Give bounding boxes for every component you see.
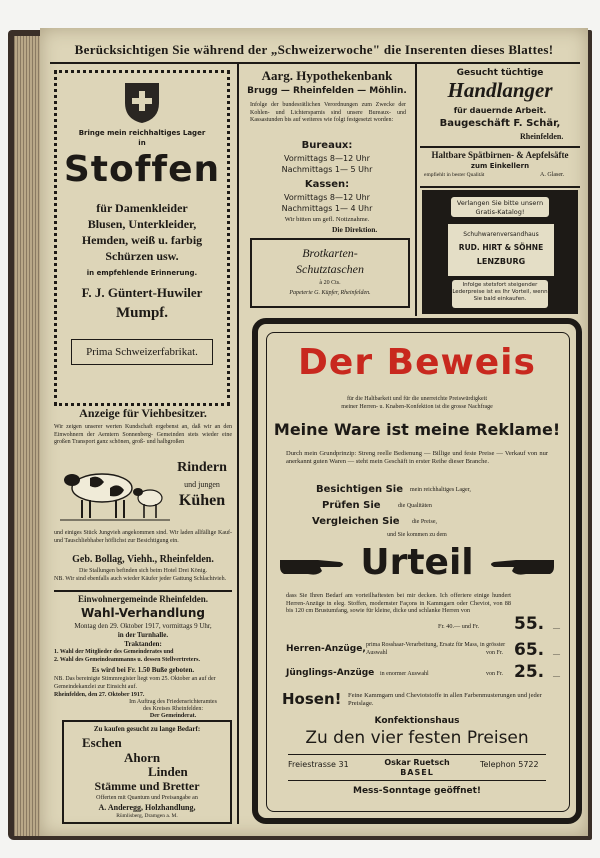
hypo-kassen: Kassen: (304, 179, 350, 190)
price-2: 65. (514, 640, 545, 660)
stoffen-line-3: Hemden, weiß u. farbig (81, 233, 203, 247)
beweis-slogan-2: Zu den vier festen Preisen (305, 728, 529, 748)
hirt-ad (422, 190, 578, 314)
beweis-phone: Telephon 5722 (480, 760, 539, 769)
gemeinde-title: Wahl-Verhandlung (81, 606, 205, 620)
eschen-line-4: Stämme und Bretter (94, 779, 200, 793)
hirt-top: Verlangen Sie bitte unsern Gratis-Katalog! (450, 196, 550, 218)
brot-line-1: Brotkarten- (302, 246, 358, 260)
vieh-rindern: Rindern (177, 460, 227, 475)
brot-shop: Papeterie G. Küpfer, Rheinfelden. (289, 290, 371, 296)
eschen-town: Rümlisberg, Dramgen a. M. (116, 813, 178, 819)
vieh-kuehen: Kühen (178, 492, 226, 509)
gemeinde-line-1: Einwohnergemeinde Rheinfelden. (77, 594, 208, 604)
gemeinde-date-2: Rheinfelden, den 27. Oktober 1917. (54, 692, 145, 698)
beweis-verb-3b: die Preise, (412, 519, 437, 525)
juengling-von: von Fr. (486, 671, 504, 677)
hypo-kassen-1: Vormittags 8—12 Uhr (284, 193, 370, 202)
pointing-hand-right-icon (278, 552, 348, 578)
birnen-sign: A. Glaser. (540, 172, 565, 178)
beweis-address-rule-top (288, 754, 546, 755)
hirt-line-1: Schuhwarenversandhaus (463, 231, 539, 238)
herren-text: prima Rosshaar-Verarbeitung, Ersatz für Mass, in grösster Auswahl (366, 642, 506, 656)
stoffen-line-4: Schürzen usw. (105, 249, 179, 263)
beweis-paragraph-2b: Fr. 40.— und Fr. (438, 623, 480, 630)
stoffen-ad (54, 70, 230, 406)
beweis-messe: Mess-Sonntage geöffnet! (353, 786, 481, 796)
beweis-verb-2: Prüfen Sie (322, 500, 381, 511)
gemeinde-item-3: Es wird bei Fr. 1.50 Buße geboten. (91, 666, 195, 674)
page-header: Berücksichtigen Sie während der „Schweizerwoche" die Inserenten dieses Blattes! (74, 42, 554, 57)
beweis-paragraph-1: Durch mein Grundprinzip: Streng reelle Bedienung — Billige und feste Preise — Verkauf von nur anerkannt guten Waren — steht mein Geschäft in erster Reihe dieser Branche. (286, 450, 548, 465)
beweis-slogan: Meine Ware ist meine Reklame! (273, 420, 561, 439)
stoffen-intro: Bringe mein reichhaltiges Lager (78, 129, 206, 137)
vieh-bottom-rule (54, 590, 232, 592)
brot-line-2: Schutztaschen (296, 262, 364, 276)
stoffen-title: Stoffen (63, 149, 221, 190)
gemeinde-item-1: 1. Wahl der Mitglieder des Gemeinderates und (54, 649, 174, 655)
hypo-places: Brugg — Rheinfelden — Möhlin. (247, 86, 407, 96)
header-rule (50, 62, 580, 64)
vieh-ad (54, 406, 232, 596)
newspaper-page (40, 28, 588, 836)
juengling-label: Jünglings-Anzüge (286, 668, 375, 678)
stoffen-line-1: für Damenkleider (96, 201, 188, 215)
stoffen-line-5: in empfehlende Erinnerung. (86, 269, 198, 277)
birnen-line-1: Haltbare Spätbirnen- & Aepfelsäfte (431, 150, 569, 160)
eschen-line-2: Ahorn (124, 750, 161, 765)
price-3-cents: — (553, 672, 560, 680)
hirt-line-3: LENZBURG (476, 257, 526, 266)
hypo-sign: Die Direktion. (332, 225, 378, 234)
beweis-paragraph-2: dass Sie Ihren Bedarf am vorteilhaftesten bei mir decken. Ich offeriere einige hundert Herren-Anzüge in eleg. Stoffen, modernster Façons in Kammgarn oder Cheviot, von 88 bis 120 cm Brustumfang, sowie für kleine, dicke und schlanke Herren von (286, 592, 511, 615)
beweis-verb-2b: die Qualitäten (398, 503, 432, 509)
cattle-icon (60, 458, 170, 526)
vieh-title: Anzeige für Viehbesitzer. (79, 406, 207, 420)
handlanger-line-3: Baugeschäft F. Schär, (439, 118, 561, 129)
herren-label: Herren-Anzüge, (286, 644, 366, 654)
beweis-haus: Konfektionshaus (374, 716, 460, 726)
hypo-kassen-2: Nachmittags 1— 4 Uhr (281, 204, 373, 213)
beweis-title: Der Beweis (298, 342, 536, 383)
birnen-rule (420, 186, 580, 188)
hypo-title: Aarg. Hypothekenbank (261, 68, 393, 83)
price-1: 55. (514, 614, 545, 634)
beweis-verb-1: Besichtigen Sie (316, 484, 403, 495)
beweis-sub-1: für die Haltbarkeit und für die unerreichte Preiswürdigkeit (346, 396, 488, 402)
handlanger-town: Rheinfelden. (520, 132, 564, 141)
gemeinde-sig-1: Im Auftrag des Friedensrichteramtes (129, 699, 217, 705)
beweis-urteil: Urteil (360, 542, 474, 583)
beweis-city: BASEL (400, 768, 434, 777)
hypo-bureaux-1: Vormittags 8—12 Uhr (284, 154, 370, 163)
handlanger-title: Handlanger (447, 78, 553, 102)
vieh-firm: Geb. Bollag, Viehh., Rheinfelden. (72, 554, 214, 565)
gemeinde-ad (54, 594, 232, 719)
eschen-name: A. Anderegg, Holzhandlung, (98, 803, 196, 812)
gemeinde-item-2: 2. Wahl des Gemeindeammanns u. dessen Stellvertreters. (54, 657, 200, 663)
price-1-cents: — (553, 624, 560, 632)
hypo-bureaux-2: Nachmittags 1— 5 Uhr (281, 165, 373, 174)
beweis-verb-3: Vergleichen Sie (312, 516, 400, 527)
brot-ad (250, 238, 410, 308)
gemeinde-sig-3: Der Gemeinderat. (149, 713, 197, 719)
vieh-text: Wir zeigen unserer werten Kundschaft ergebenst an, daß wir an den Einwohnern der Aemtern Sonnenberg- Gemeinden stets wieder eine großen Transport ganz schönen, groß- und halbgroßen (54, 424, 232, 445)
brot-price: à 20 Cts. (319, 280, 341, 286)
eschen-text: Offerten mit Quantum und Preisangabe an (96, 795, 198, 801)
gemeinde-nb: NB. Das bereinigte Stimmregister liegt vom 25. Oktober an auf der Gemeindekanzlei zur Einsicht auf. (54, 676, 216, 690)
hirt-bottom: Infolge stetsfort steigender Lederpreise ist es Ihr Vorteil, wenn Sie bald einkaufen. (452, 280, 548, 308)
beweis-ad (252, 318, 582, 824)
juengling-text: in enormer Auswahl (380, 671, 429, 677)
hypo-bureaux: Bureaux: (301, 140, 353, 151)
vieh-text-3: Die Stallungen befinden sich beim Hotel Drei König. (79, 568, 207, 574)
hirt-line-2: RUD. HIRT & SÖHNE (458, 243, 544, 252)
beweis-verb-1b: mein reichhaltiges Lager, (410, 487, 471, 493)
eschen-line-1: Eschen (82, 735, 122, 750)
gemeinde-date: Montag den 29. Oktober 1917, vormittags 9 Uhr, (74, 622, 212, 630)
beweis-verb-4: und Sie kommen zu dem (387, 532, 447, 538)
stoffen-in: in (138, 139, 146, 147)
birnen-ad (420, 150, 580, 184)
beweis-owner: Oskar Ruetsch (384, 758, 450, 767)
vieh-text-4: NB. Wir sind ebenfalls auch wieder Käufer jeder Gattung Schlachtvieh. (54, 576, 227, 582)
column-rule-left (237, 64, 239, 824)
price-3: 25. (514, 662, 545, 682)
birnen-line-3: empfiehlt in bester Qualität (424, 172, 485, 178)
pointing-hand-left-icon (486, 552, 556, 578)
gemeinde-place: in der Turnhalle. (117, 631, 169, 639)
handlanger-rule (420, 146, 580, 148)
beweis-address-rule-bottom (288, 780, 546, 781)
hosen-text: Feine Kammgarn und Cheviotstoffe in allen Farbenmusterungen und jeder Preislage. (348, 692, 542, 707)
column-rule-right (415, 64, 417, 316)
eschen-line-3: Linden (148, 764, 188, 779)
beweis-sub-2: meiner Herren- u. Knaben-Konfektion ist die grosse Nachfrage (341, 404, 493, 410)
price-2-cents: — (553, 650, 560, 658)
hypo-text: Infolge der bundesrätlichen Verordnungen zum Zwecke der Kohlen- und Lichtersparnis sind unsere Bureaux- und Kassastunden bis auf weiteres wie folgt festgesetzt worden: (250, 102, 406, 123)
stoffen-name: F. J. Güntert-Huwiler (81, 285, 203, 300)
swiss-shield-icon (117, 77, 167, 125)
handlanger-line-2: für dauernde Arbeit. (453, 106, 547, 115)
hosen-label: Hosen! (282, 690, 342, 708)
gemeinde-sig-2: des Kreises Rheinfelden: (143, 706, 203, 712)
hypo-note: Wir bitten um gefl. Notiznahme. (284, 216, 370, 223)
handlanger-line-1: Gesucht tüchtige (456, 68, 544, 78)
eschen-ad (62, 720, 232, 824)
birnen-line-2: zum Einkellern (470, 162, 530, 170)
beweis-street: Freiestrasse 31 (288, 760, 349, 769)
gemeinde-traktanden: Traktanden: (124, 640, 162, 648)
hirt-panel (448, 224, 554, 276)
stoffen-town: Mumpf. (115, 305, 169, 321)
stoffen-line-2: Blusen, Unterkleider, (87, 217, 197, 231)
eschen-top: Zu kaufen gesucht zu lange Bedarf: (93, 725, 201, 733)
stoffen-badge: Prima Schweizerfabrikat. (71, 339, 213, 365)
vieh-und-jungen: und jungen (184, 480, 220, 489)
vieh-text-2: und einiges Stück Jungvieh angekommen sind. Wir laden allfällige Kauf- und Tauschliebhaber höflichst zur Besichtigung ein. (54, 530, 232, 544)
herren-von: von Fr. (486, 650, 504, 656)
